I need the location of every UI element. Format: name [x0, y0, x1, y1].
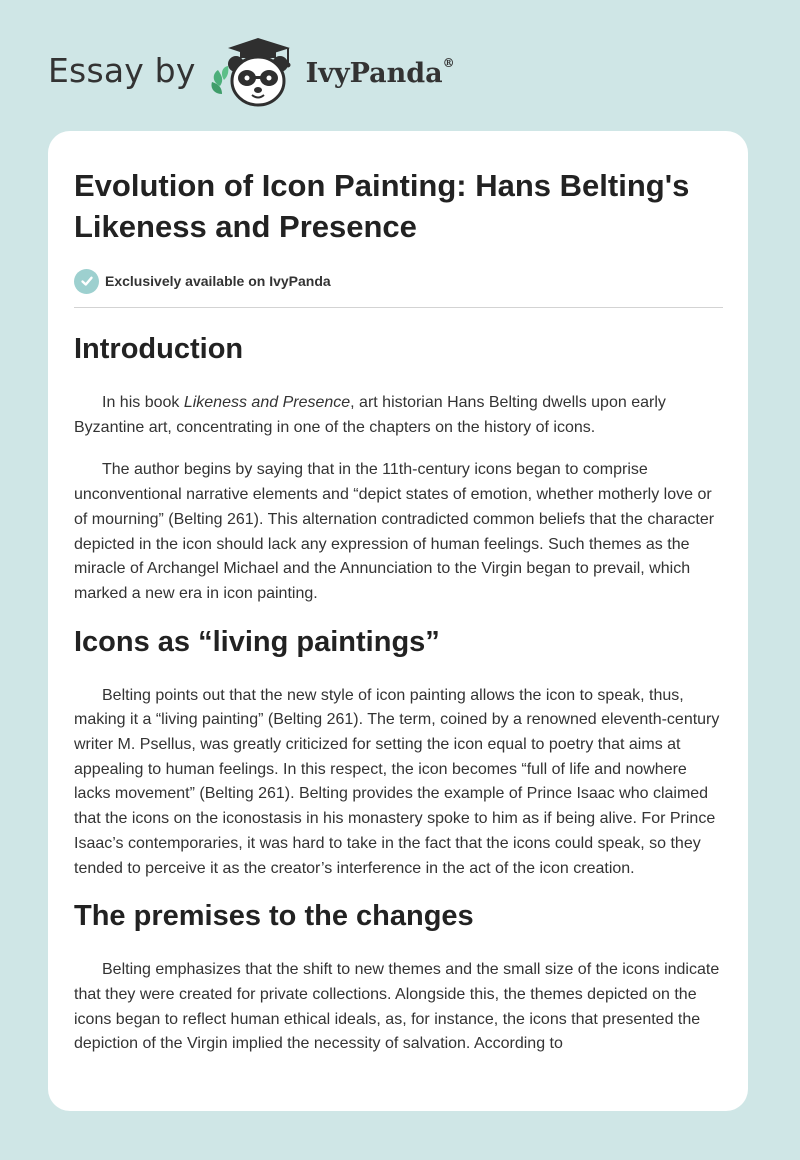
title-divider [74, 307, 723, 308]
exclusive-label: Exclusively available on IvyPanda [105, 273, 331, 289]
section-heading-living-paintings: Icons as “living paintings” [74, 625, 440, 658]
panda-graduate-logo[interactable] [210, 34, 302, 110]
brand-name[interactable]: IvyPanda® [305, 55, 455, 89]
section-heading-premises: The premises to the changes [74, 900, 474, 933]
paragraph: The author begins by saying that in the 11th-century icons began to comprise unconventional narrative elements and “depict states of emotion, whether motherly love or of mourning” (Belting 261). This alternation contradicted common beliefs that the character depicted in the icon should lack any expression of human feelings. Such themes as the miracle of Archangel Michael and the Annunciation to the Virgin began to prevail, which marked a new era in icon painting. [74, 461, 715, 602]
essay-title: Evolution of Icon Painting: Hans Belting's Likeness and Presence [74, 168, 690, 244]
book-title: Likeness and Presence [183, 394, 351, 411]
exclusive-badge [74, 267, 722, 295]
registered-mark: ® [442, 55, 455, 70]
paragraph: Belting emphasizes that the shift to new themes and the small size of the icons indicate that they were created for private collections. Alongside this, the themes depicted on the icons began to reflect human ethical ideals, as, for instance, the icons that presented the depiction of the Virgin implied the necessity of salvation. According to [74, 961, 720, 1053]
paragraph: In his book Likeness and Presence, art historian Hans Belting dwells upon early Byzantine art, concentrating in one of the chapters on the history of icons. [74, 394, 666, 436]
brand-prefix: Essay by [48, 50, 196, 90]
essay-card [48, 131, 748, 1111]
paragraph: Belting points out that the new style of icon painting allows the icon to speak, thus, making it a “living painting” (Belting 261). The term, coined by a renowned eleventh-century writer M. Psellus, was greatly criticized for setting the icon equal to poetry that aims at appealing to human feelings. In this respect, the icon becomes “full of life and nowhere lacks movement” (Belting 261). Belting provides the example of Prince Isaac who claimed that the icons on the iconostasis in his monastery spoke to him as if being alive. For Prince Isaac’s contemporaries, it was hard to take in the fact that the icons could speak, so they tended to perceive it as the creator’s interference in the act of the icon creation. [74, 686, 720, 877]
check-icon [74, 269, 99, 294]
section-heading-introduction: Introduction [74, 333, 244, 365]
site-header [48, 34, 455, 110]
